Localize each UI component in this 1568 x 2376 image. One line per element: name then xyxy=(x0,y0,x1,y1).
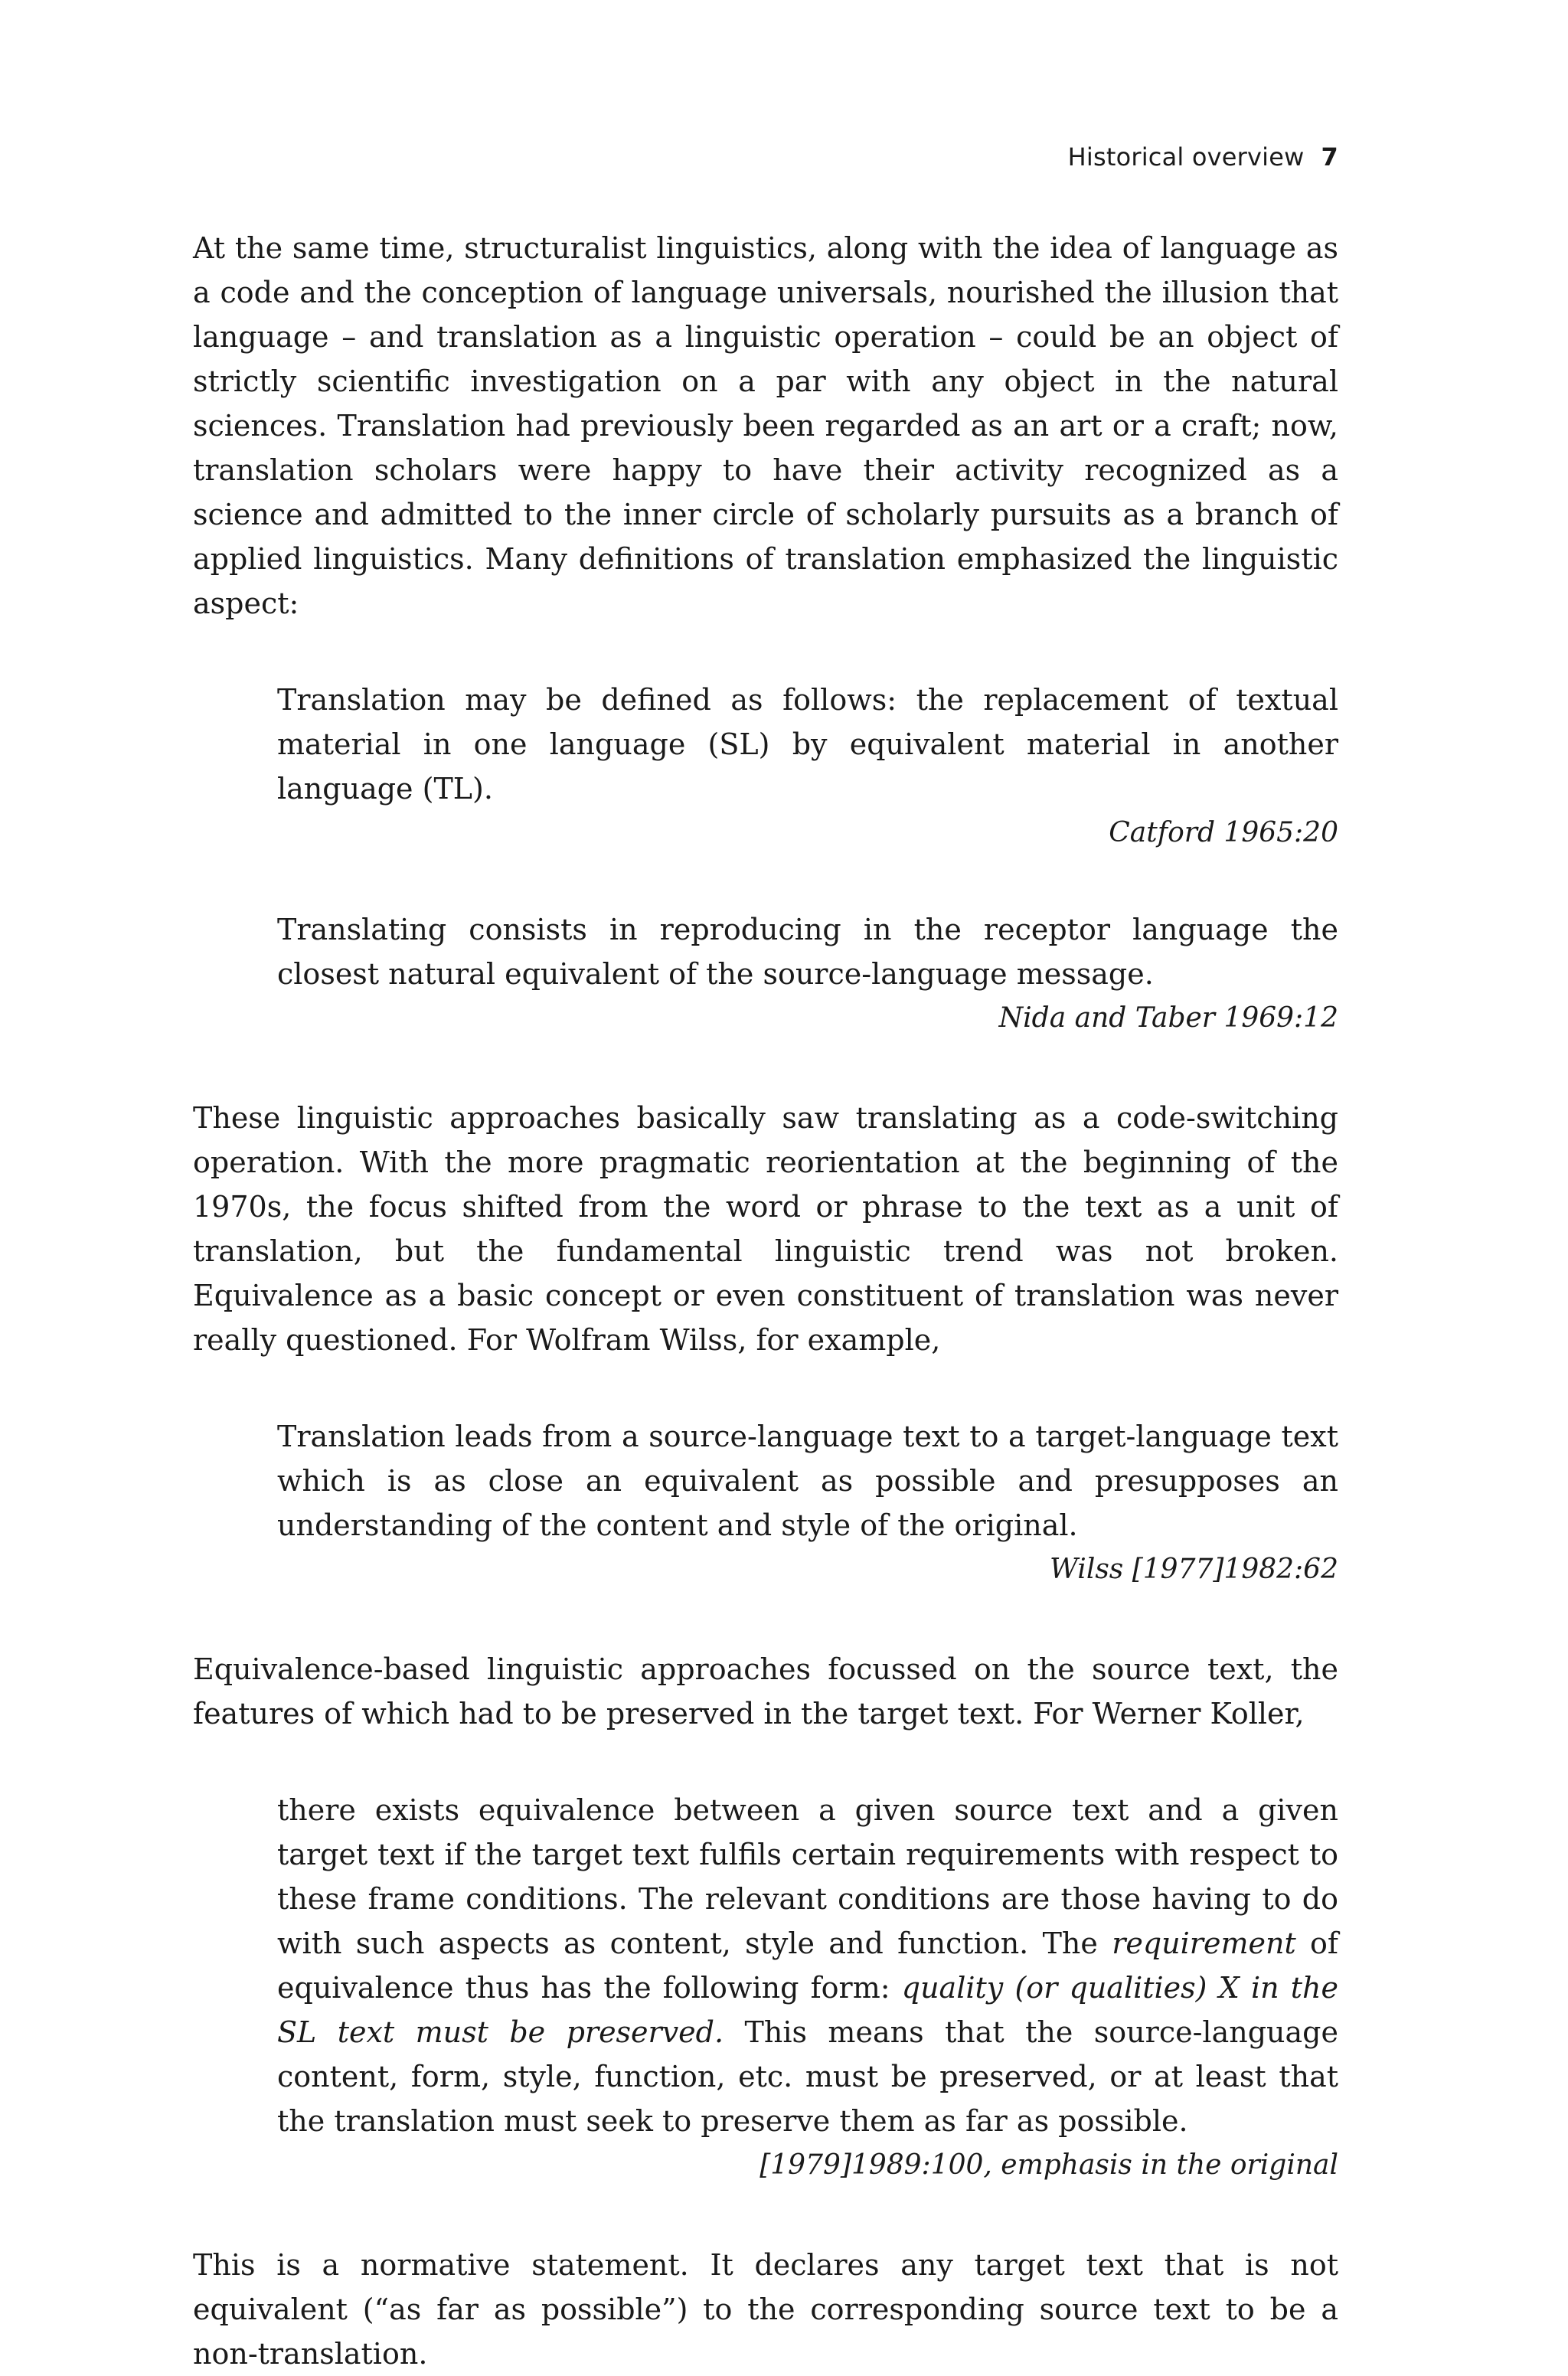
block-quote-nida-taber xyxy=(193,907,1338,1041)
running-head xyxy=(1068,142,1338,172)
quote-citation: Nida and Taber 1969:12 xyxy=(998,1002,1338,1034)
quote-text: Translation leads from a source-language text to a target-language text which is as close an equivalent as possible and presupposes an understanding of the content and style of the original. xyxy=(277,1420,1338,1542)
quote-citation: [1979]1989:100, emphasis in the original xyxy=(760,2149,1338,2181)
emphasis-requirement: requirement xyxy=(1112,1927,1296,1960)
quote-text: Translating consists in reproducing in the receptor language the closest natural equivalent of the source-language message. xyxy=(277,913,1338,991)
quote-citation: Catford 1965:20 xyxy=(1109,817,1338,848)
body-text xyxy=(193,226,1338,2376)
paragraph-2: These linguistic approaches basically saw translating as a code-switching operation. With the more pragmatic reorientation at the beginning of the 1970s, the focus shifted from the word or phrase to the text as a unit of translation, but the fundamental linguistic trend was not broken. Equivalence as a basic concept or even constituent of translation was never really questioned. For Wolfram Wilss, for example, xyxy=(193,1101,1338,1357)
quote-text-part-1: there exists equivalence between a given source text and a given target text if the target text fulfils certain requirements with respect to these frame conditions. The relevant conditions are those having to do with such aspects as content, style and function. The xyxy=(277,1793,1338,1960)
emphasis-quality: quality (or qualities) X in the SL text must be preserved. xyxy=(277,1971,1338,2049)
quote-text-part-2: of equivalence thus has the following form: xyxy=(277,1927,1338,2005)
block-quote-koller xyxy=(193,1788,1338,2188)
paragraph-3: Equivalence-based linguistic approaches focussed on the source text, the features of which had to be preserved in the target text. For Werner Koller, xyxy=(193,1652,1338,1731)
block-quote-wilss xyxy=(193,1414,1338,1592)
paragraph-1: At the same time, structuralist linguistics, along with the idea of language as a code and the conception of language universals, nourished the illusion that language – and translation as a linguistic operation – could be an object of strictly scientific investigation on a par with any object in the natural sciences. Translation had previously been regarded as an art or a craft; now, translation scholars were happy to have their activity recognized as a science and admitted to the inner circle of scholarly pursuits as a branch of applied linguistics. Many definitions of translation emphasized the linguistic aspect: xyxy=(193,231,1338,620)
quote-text-part-3: This means that the source-language content, form, style, function, etc. must be preserved, or at least that the translation must seek to preserve them as far as possible. xyxy=(277,2015,1338,2138)
section-title: Historical overview xyxy=(1067,142,1305,172)
block-quote-catford xyxy=(193,678,1338,855)
quote-citation: Wilss [1977]1982:62 xyxy=(1049,1554,1338,1585)
page-number: 7 xyxy=(1321,142,1338,172)
paragraph-4: This is a normative statement. It declares any target text that is not equivalent (“as far as possible”) to the corresponding source text to be a non-translation. xyxy=(193,2248,1338,2371)
quote-text: Translation may be defined as follows: the replacement of textual material in one language (SL) by equivalent material in another language (TL). xyxy=(277,683,1338,806)
